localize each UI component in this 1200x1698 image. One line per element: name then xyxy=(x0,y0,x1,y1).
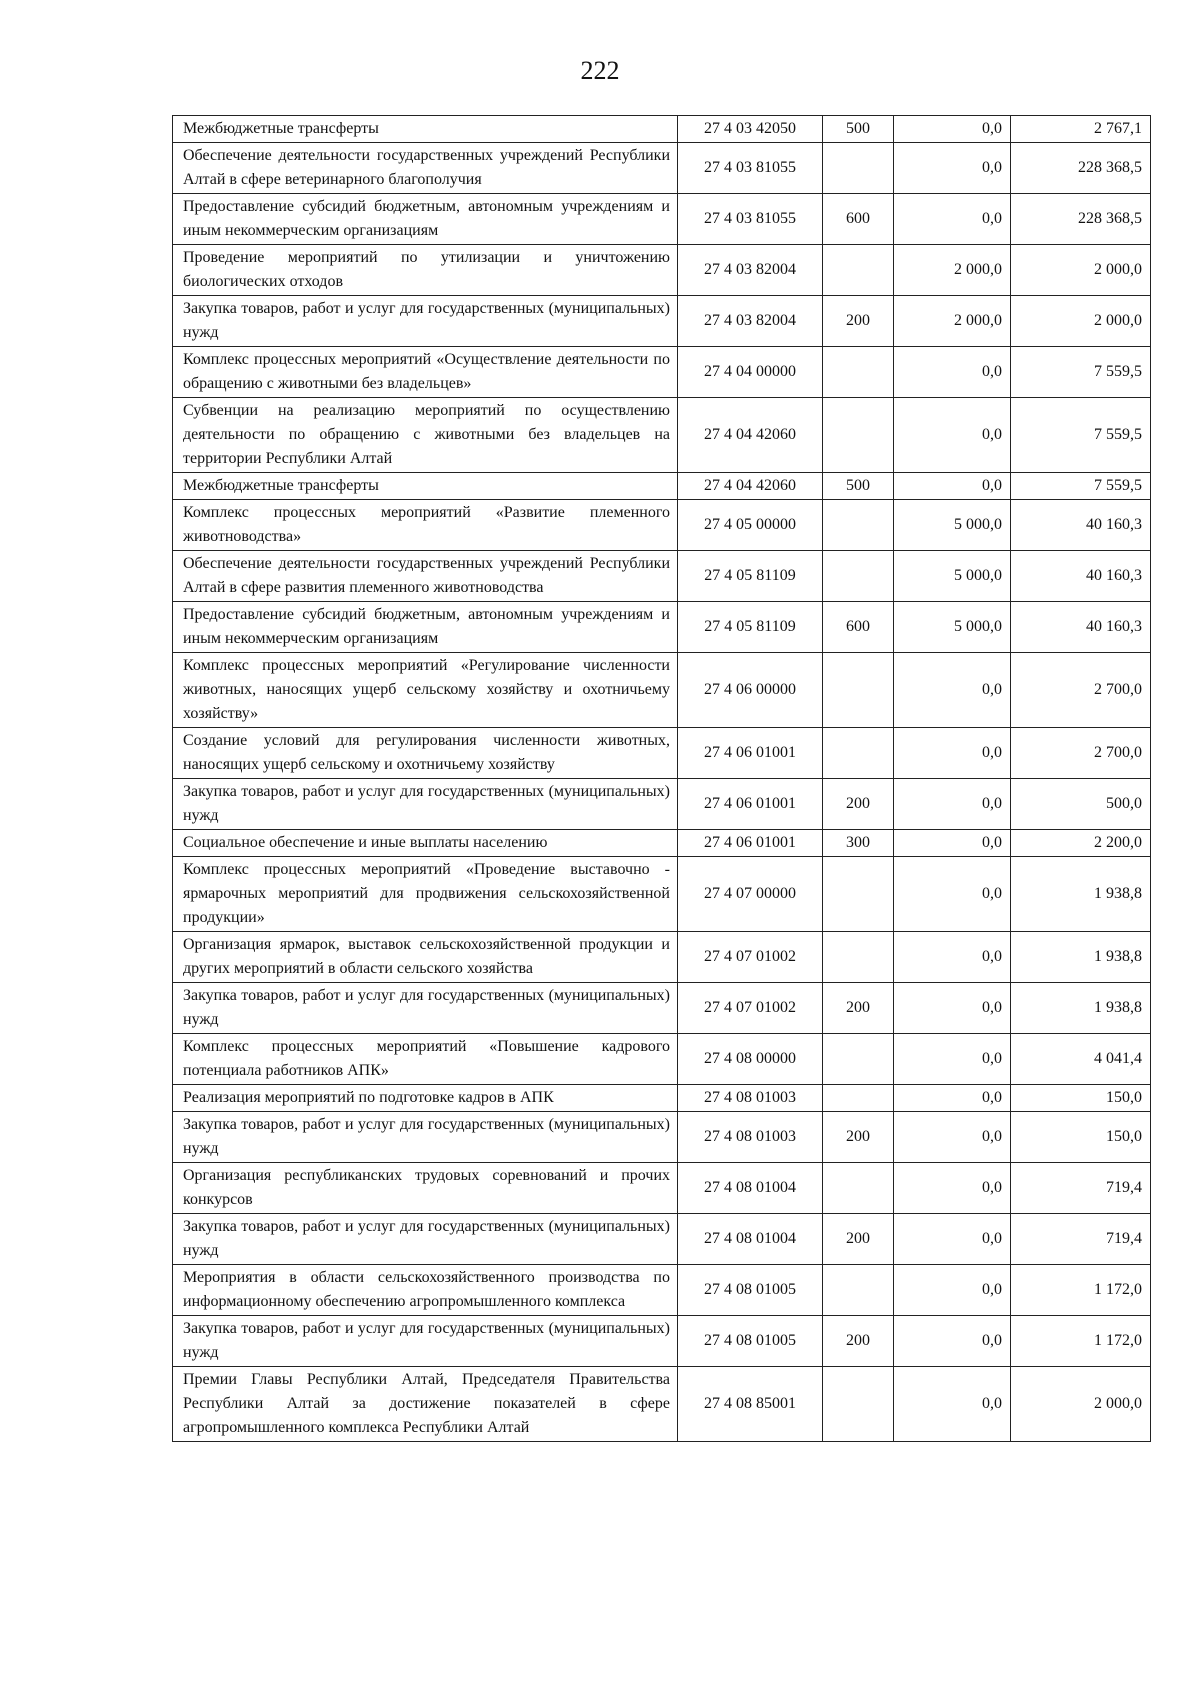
target-code-cell: 27 4 08 85001 xyxy=(678,1367,823,1442)
amount-1-cell: 0,0 xyxy=(894,1085,1011,1112)
amount-2-cell: 40 160,3 xyxy=(1011,602,1151,653)
expense-name-cell: Закупка товаров, работ и услуг для государственных (муниципальных) нужд xyxy=(173,1214,678,1265)
amount-1-cell: 0,0 xyxy=(894,1112,1011,1163)
expense-type-cell: 600 xyxy=(823,194,894,245)
table-row xyxy=(173,1163,1151,1214)
expense-name-cell: Реализация мероприятий по подготовке кадров в АПК xyxy=(173,1085,678,1112)
amount-2-cell: 2 000,0 xyxy=(1011,245,1151,296)
expense-type-cell xyxy=(823,1034,894,1085)
table-row xyxy=(173,296,1151,347)
table-row xyxy=(173,473,1151,500)
amount-1-cell: 0,0 xyxy=(894,347,1011,398)
target-code-cell: 27 4 05 81109 xyxy=(678,551,823,602)
amount-1-cell: 0,0 xyxy=(894,398,1011,473)
expense-type-cell: 200 xyxy=(823,296,894,347)
amount-2-cell: 40 160,3 xyxy=(1011,551,1151,602)
amount-2-cell: 1 938,8 xyxy=(1011,932,1151,983)
expense-type-cell xyxy=(823,728,894,779)
table-row xyxy=(173,551,1151,602)
expense-name-cell: Обеспечение деятельности государственных учреждений Республики Алтай в сфере ветеринарного благополучия xyxy=(173,143,678,194)
expense-name-cell: Субвенции на реализацию мероприятий по осуществлению деятельности по обращению с животными без владельцев на территории Республики Алтай xyxy=(173,398,678,473)
table-row xyxy=(173,1367,1151,1442)
table-row xyxy=(173,983,1151,1034)
target-code-cell: 27 4 08 01003 xyxy=(678,1085,823,1112)
target-code-cell: 27 4 06 01001 xyxy=(678,830,823,857)
target-code-cell: 27 4 03 42050 xyxy=(678,116,823,143)
table-row xyxy=(173,1085,1151,1112)
table-body xyxy=(173,116,1151,1442)
target-code-cell: 27 4 08 01005 xyxy=(678,1265,823,1316)
expense-type-cell: 200 xyxy=(823,983,894,1034)
table-row xyxy=(173,116,1151,143)
amount-2-cell: 719,4 xyxy=(1011,1214,1151,1265)
amount-2-cell: 4 041,4 xyxy=(1011,1034,1151,1085)
amount-1-cell: 5 000,0 xyxy=(894,602,1011,653)
expense-name-cell: Межбюджетные трансферты xyxy=(173,473,678,500)
amount-1-cell: 0,0 xyxy=(894,1265,1011,1316)
amount-1-cell: 0,0 xyxy=(894,653,1011,728)
table-row xyxy=(173,1112,1151,1163)
expense-type-cell xyxy=(823,143,894,194)
table-row xyxy=(173,1214,1151,1265)
target-code-cell: 27 4 08 01005 xyxy=(678,1316,823,1367)
amount-1-cell: 0,0 xyxy=(894,983,1011,1034)
amount-1-cell: 0,0 xyxy=(894,1163,1011,1214)
expense-type-cell: 200 xyxy=(823,779,894,830)
table-row xyxy=(173,1265,1151,1316)
expense-type-cell xyxy=(823,1367,894,1442)
amount-1-cell: 2 000,0 xyxy=(894,245,1011,296)
target-code-cell: 27 4 08 01004 xyxy=(678,1163,823,1214)
table-row xyxy=(173,500,1151,551)
expense-name-cell: Закупка товаров, работ и услуг для государственных (муниципальных) нужд xyxy=(173,779,678,830)
amount-2-cell: 2 700,0 xyxy=(1011,653,1151,728)
target-code-cell: 27 4 05 81109 xyxy=(678,602,823,653)
expense-name-cell: Комплекс процессных мероприятий «Осуществление деятельности по обращению с животными без владельцев» xyxy=(173,347,678,398)
expense-type-cell xyxy=(823,1265,894,1316)
expense-type-cell xyxy=(823,245,894,296)
table-row xyxy=(173,194,1151,245)
amount-2-cell: 1 172,0 xyxy=(1011,1265,1151,1316)
expense-type-cell: 300 xyxy=(823,830,894,857)
expense-name-cell: Закупка товаров, работ и услуг для государственных (муниципальных) нужд xyxy=(173,1112,678,1163)
amount-1-cell: 0,0 xyxy=(894,1367,1011,1442)
expense-name-cell: Закупка товаров, работ и услуг для государственных (муниципальных) нужд xyxy=(173,983,678,1034)
amount-1-cell: 0,0 xyxy=(894,116,1011,143)
expense-type-cell xyxy=(823,932,894,983)
expense-type-cell xyxy=(823,398,894,473)
table-row xyxy=(173,653,1151,728)
budget-table xyxy=(172,115,1151,1442)
table-row xyxy=(173,728,1151,779)
table-row xyxy=(173,398,1151,473)
amount-1-cell: 0,0 xyxy=(894,932,1011,983)
table-row xyxy=(173,779,1151,830)
amount-1-cell: 0,0 xyxy=(894,1316,1011,1367)
amount-2-cell: 500,0 xyxy=(1011,779,1151,830)
expense-name-cell: Обеспечение деятельности государственных учреждений Республики Алтай в сфере развития племенного животноводства xyxy=(173,551,678,602)
expense-name-cell: Проведение мероприятий по утилизации и уничтожению биологических отходов xyxy=(173,245,678,296)
amount-2-cell: 7 559,5 xyxy=(1011,347,1151,398)
amount-2-cell: 7 559,5 xyxy=(1011,398,1151,473)
target-code-cell: 27 4 03 82004 xyxy=(678,296,823,347)
table-row xyxy=(173,1316,1151,1367)
expense-name-cell: Премии Главы Республики Алтай, Председателя Правительства Республики Алтай за достижение показателей в сфере агропромышленного комплекса Республики Алтай xyxy=(173,1367,678,1442)
expense-name-cell: Закупка товаров, работ и услуг для государственных (муниципальных) нужд xyxy=(173,296,678,347)
table-row xyxy=(173,1034,1151,1085)
target-code-cell: 27 4 07 01002 xyxy=(678,932,823,983)
expense-type-cell: 200 xyxy=(823,1316,894,1367)
amount-1-cell: 0,0 xyxy=(894,857,1011,932)
amount-2-cell: 2 000,0 xyxy=(1011,1367,1151,1442)
page-number: 222 xyxy=(580,56,620,85)
table-row xyxy=(173,857,1151,932)
target-code-cell: 27 4 08 00000 xyxy=(678,1034,823,1085)
amount-1-cell: 0,0 xyxy=(894,728,1011,779)
target-code-cell: 27 4 06 00000 xyxy=(678,653,823,728)
amount-1-cell: 0,0 xyxy=(894,830,1011,857)
amount-1-cell: 5 000,0 xyxy=(894,551,1011,602)
target-code-cell: 27 4 04 42060 xyxy=(678,398,823,473)
target-code-cell: 27 4 03 82004 xyxy=(678,245,823,296)
amount-1-cell: 2 000,0 xyxy=(894,296,1011,347)
table-row xyxy=(173,932,1151,983)
amount-2-cell: 2 000,0 xyxy=(1011,296,1151,347)
expense-type-cell xyxy=(823,857,894,932)
target-code-cell: 27 4 03 81055 xyxy=(678,194,823,245)
expense-name-cell: Предоставление субсидий бюджетным, автономным учреждениям и иным некоммерческим организациям xyxy=(173,602,678,653)
amount-1-cell: 0,0 xyxy=(894,194,1011,245)
target-code-cell: 27 4 07 01002 xyxy=(678,983,823,1034)
table-row xyxy=(173,347,1151,398)
expense-type-cell: 500 xyxy=(823,473,894,500)
expense-name-cell: Предоставление субсидий бюджетным, автономным учреждениям и иным некоммерческим организациям xyxy=(173,194,678,245)
expense-type-cell xyxy=(823,1085,894,1112)
expense-type-cell: 600 xyxy=(823,602,894,653)
expense-name-cell: Комплекс процессных мероприятий «Развитие племенного животноводства» xyxy=(173,500,678,551)
expense-name-cell: Межбюджетные трансферты xyxy=(173,116,678,143)
expense-type-cell: 200 xyxy=(823,1112,894,1163)
expense-name-cell: Создание условий для регулирования численности животных, наносящих ущерб сельскому и охотничьему хозяйству xyxy=(173,728,678,779)
target-code-cell: 27 4 04 00000 xyxy=(678,347,823,398)
expense-name-cell: Организация ярмарок, выставок сельскохозяйственной продукции и других мероприятий в области сельского хозяйства xyxy=(173,932,678,983)
amount-2-cell: 2 700,0 xyxy=(1011,728,1151,779)
target-code-cell: 27 4 03 81055 xyxy=(678,143,823,194)
target-code-cell: 27 4 07 00000 xyxy=(678,857,823,932)
target-code-cell: 27 4 06 01001 xyxy=(678,728,823,779)
amount-1-cell: 0,0 xyxy=(894,1214,1011,1265)
expense-type-cell xyxy=(823,1163,894,1214)
amount-1-cell: 0,0 xyxy=(894,779,1011,830)
amount-2-cell: 228 368,5 xyxy=(1011,143,1151,194)
expense-name-cell: Организация республиканских трудовых соревнований и прочих конкурсов xyxy=(173,1163,678,1214)
expense-type-cell: 500 xyxy=(823,116,894,143)
table-row xyxy=(173,602,1151,653)
amount-2-cell: 2 767,1 xyxy=(1011,116,1151,143)
expense-name-cell: Комплекс процессных мероприятий «Регулирование численности животных, наносящих ущерб сельскому хозяйству и охотничьему хозяйству» xyxy=(173,653,678,728)
expense-name-cell: Социальное обеспечение и иные выплаты населению xyxy=(173,830,678,857)
expense-type-cell xyxy=(823,653,894,728)
expense-type-cell: 200 xyxy=(823,1214,894,1265)
expense-name-cell: Комплекс процессных мероприятий «Проведение выставочно - ярмарочных мероприятий для продвижения сельскохозяйственной продукции» xyxy=(173,857,678,932)
amount-2-cell: 7 559,5 xyxy=(1011,473,1151,500)
amount-1-cell: 0,0 xyxy=(894,1034,1011,1085)
expense-name-cell: Закупка товаров, работ и услуг для государственных (муниципальных) нужд xyxy=(173,1316,678,1367)
amount-2-cell: 40 160,3 xyxy=(1011,500,1151,551)
amount-2-cell: 2 200,0 xyxy=(1011,830,1151,857)
amount-1-cell: 5 000,0 xyxy=(894,500,1011,551)
expense-type-cell xyxy=(823,500,894,551)
amount-1-cell: 0,0 xyxy=(894,143,1011,194)
amount-2-cell: 228 368,5 xyxy=(1011,194,1151,245)
target-code-cell: 27 4 04 42060 xyxy=(678,473,823,500)
target-code-cell: 27 4 06 01001 xyxy=(678,779,823,830)
amount-2-cell: 1 938,8 xyxy=(1011,857,1151,932)
expense-name-cell: Комплекс процессных мероприятий «Повышение кадрового потенциала работников АПК» xyxy=(173,1034,678,1085)
amount-2-cell: 1 938,8 xyxy=(1011,983,1151,1034)
amount-2-cell: 150,0 xyxy=(1011,1112,1151,1163)
table-row xyxy=(173,830,1151,857)
amount-2-cell: 150,0 xyxy=(1011,1085,1151,1112)
expense-type-cell xyxy=(823,347,894,398)
expense-type-cell xyxy=(823,551,894,602)
expense-name-cell: Мероприятия в области сельскохозяйственного производства по информационному обеспечению агропромышленного комплекса xyxy=(173,1265,678,1316)
amount-1-cell: 0,0 xyxy=(894,473,1011,500)
table-row xyxy=(173,245,1151,296)
target-code-cell: 27 4 08 01003 xyxy=(678,1112,823,1163)
target-code-cell: 27 4 08 01004 xyxy=(678,1214,823,1265)
target-code-cell: 27 4 05 00000 xyxy=(678,500,823,551)
table-row xyxy=(173,143,1151,194)
amount-2-cell: 1 172,0 xyxy=(1011,1316,1151,1367)
amount-2-cell: 719,4 xyxy=(1011,1163,1151,1214)
